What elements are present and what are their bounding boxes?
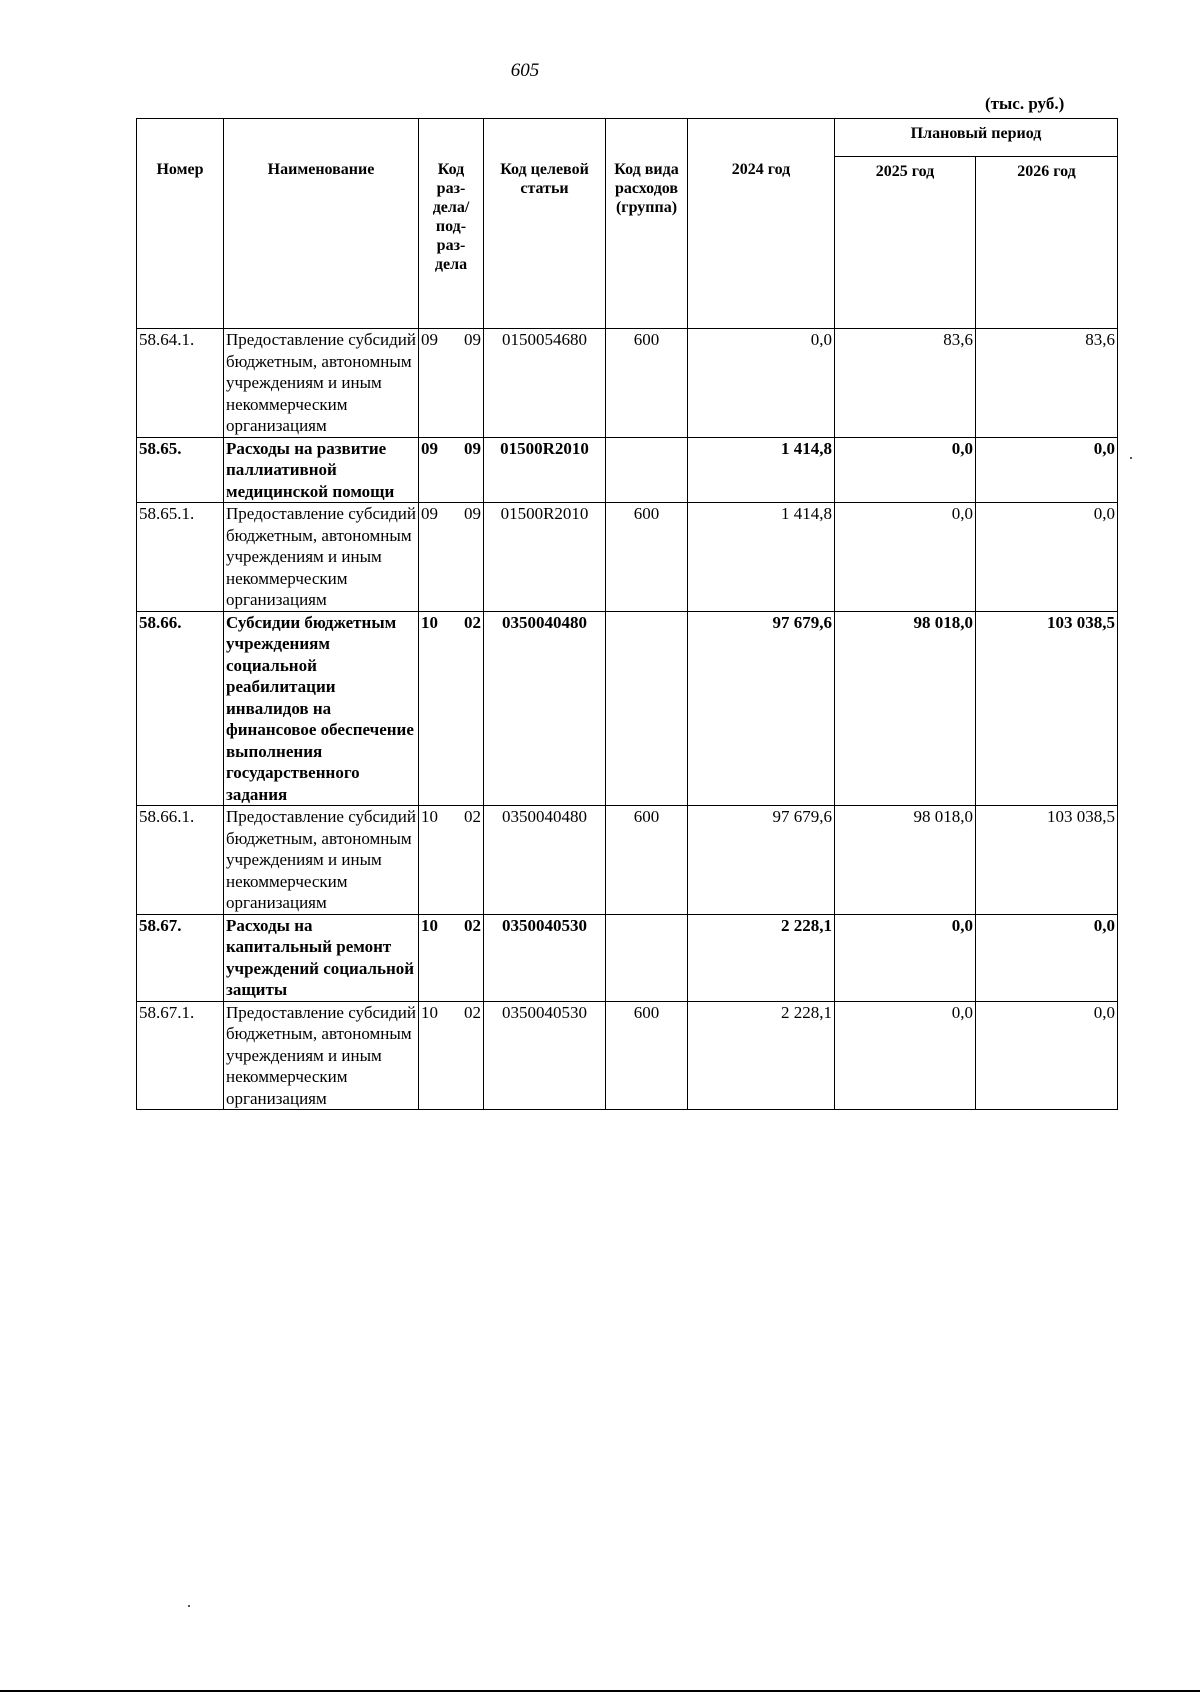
row-expense-type: 600 — [606, 806, 688, 915]
scan-edge-line — [0, 1690, 1200, 1692]
header-year-2026: 2026 год — [976, 157, 1118, 329]
row-value-2025: 83,6 — [835, 329, 976, 438]
row-name: Расходы на капитальный ремонт учреждений социальной защиты — [224, 914, 419, 1001]
row-value-2026: 83,6 — [976, 329, 1118, 438]
row-value-2026: 0,0 — [976, 914, 1118, 1001]
row-razdel: 10 — [421, 807, 438, 826]
row-podrazdel: 02 — [464, 612, 481, 632]
table-body — [137, 329, 1118, 1110]
row-podrazdel: 02 — [464, 915, 481, 935]
header-year-2024: 2024 год — [688, 119, 835, 329]
row-target-code: 01500R2010 — [484, 503, 606, 612]
units-label: (тыс. руб.) — [985, 94, 1065, 113]
row-number: 58.67.1. — [137, 1001, 224, 1110]
table-row — [137, 806, 1118, 915]
row-section-code — [419, 914, 484, 1001]
row-razdel: 10 — [421, 915, 438, 935]
row-value-2024: 97 679,6 — [688, 806, 835, 915]
row-target-code: 0350040480 — [484, 806, 606, 915]
row-razdel: 09 — [421, 504, 438, 523]
row-number: 58.66.1. — [137, 806, 224, 915]
header-section-code: Код раз- дела/ под- раз- дела — [419, 119, 484, 329]
scan-speck — [1130, 457, 1132, 459]
row-value-2024: 1 414,8 — [688, 503, 835, 612]
table-row — [137, 1001, 1118, 1110]
row-podrazdel: 02 — [464, 807, 481, 826]
row-podrazdel: 09 — [464, 504, 481, 523]
row-name: Предоставление субсидий бюджетным, автономным учреждениям и иным некоммерческим организациям — [224, 806, 419, 915]
row-value-2025: 0,0 — [835, 1001, 976, 1110]
header-year-2025: 2025 год — [835, 157, 976, 329]
row-razdel: 10 — [421, 1002, 438, 1022]
row-section-code — [419, 806, 484, 915]
row-target-code: 01500R2010 — [484, 437, 606, 503]
row-expense-type: 600 — [606, 503, 688, 612]
row-value-2026: 0,0 — [976, 437, 1118, 503]
row-section-code — [419, 329, 484, 438]
page-number: 605 — [510, 60, 540, 81]
table-header — [137, 119, 1118, 329]
row-value-2026: 103 038,5 — [976, 806, 1118, 915]
header-expense-type: Код вида расходов (группа) — [606, 119, 688, 329]
row-value-2024: 97 679,6 — [688, 611, 835, 806]
row-section-code — [419, 437, 484, 503]
row-podrazdel: 09 — [464, 330, 481, 349]
row-value-2024: 2 228,1 — [688, 1001, 835, 1110]
row-value-2026: 0,0 — [976, 1001, 1118, 1110]
row-number: 58.65. — [137, 437, 224, 503]
row-target-code: 0350040530 — [484, 1001, 606, 1110]
table-row — [137, 503, 1118, 612]
row-value-2025: 98 018,0 — [835, 806, 976, 915]
row-razdel: 09 — [421, 330, 438, 349]
row-value-2025: 0,0 — [835, 503, 976, 612]
row-value-2026: 0,0 — [976, 503, 1118, 612]
row-target-code: 0150054680 — [484, 329, 606, 438]
header-name: Наименование — [224, 119, 419, 329]
row-expense-type — [606, 437, 688, 503]
scan-speck — [188, 1605, 190, 1607]
row-name: Предоставление субсидий бюджетным, автономным учреждениям и иным некоммерческим организациям — [224, 503, 419, 612]
header-number: Номер — [137, 119, 224, 329]
table-row — [137, 329, 1118, 438]
row-section-code — [419, 1001, 484, 1110]
row-value-2026: 103 038,5 — [976, 611, 1118, 806]
header-planned-period: Плановый период — [835, 119, 1118, 157]
row-expense-type: 600 — [606, 329, 688, 438]
row-name: Субсидии бюджетным учреждениям социальной реабилитации инвалидов на финансовое обеспечение выполнения государственного задания — [224, 611, 419, 806]
row-name: Расходы на развитие паллиативной медицинской помощи — [224, 437, 419, 503]
row-razdel: 09 — [421, 438, 438, 458]
row-razdel: 10 — [421, 612, 438, 632]
row-expense-type — [606, 914, 688, 1001]
row-number: 58.64.1. — [137, 329, 224, 438]
budget-table — [136, 118, 1118, 1110]
row-section-code — [419, 503, 484, 612]
row-expense-type — [606, 611, 688, 806]
table-row — [137, 914, 1118, 1001]
row-value-2025: 0,0 — [835, 914, 976, 1001]
row-value-2025: 0,0 — [835, 437, 976, 503]
row-expense-type: 600 — [606, 1001, 688, 1110]
row-name: Предоставление субсидий бюджетным, автономным учреждениям и иным некоммерческим организациям — [224, 1001, 419, 1110]
header-target-code: Код целевой статьи — [484, 119, 606, 329]
row-name: Предоставление субсидий бюджетным, автономным учреждениям и иным некоммерческим организациям — [224, 329, 419, 438]
row-number: 58.65.1. — [137, 503, 224, 612]
row-value-2025: 98 018,0 — [835, 611, 976, 806]
row-section-code — [419, 611, 484, 806]
row-value-2024: 0,0 — [688, 329, 835, 438]
row-target-code: 0350040530 — [484, 914, 606, 1001]
row-target-code: 0350040480 — [484, 611, 606, 806]
table-row — [137, 611, 1118, 806]
row-podrazdel: 02 — [464, 1002, 481, 1022]
row-value-2024: 1 414,8 — [688, 437, 835, 503]
row-value-2024: 2 228,1 — [688, 914, 835, 1001]
row-number: 58.66. — [137, 611, 224, 806]
table-row — [137, 437, 1118, 503]
row-podrazdel: 09 — [464, 438, 481, 458]
row-number: 58.67. — [137, 914, 224, 1001]
